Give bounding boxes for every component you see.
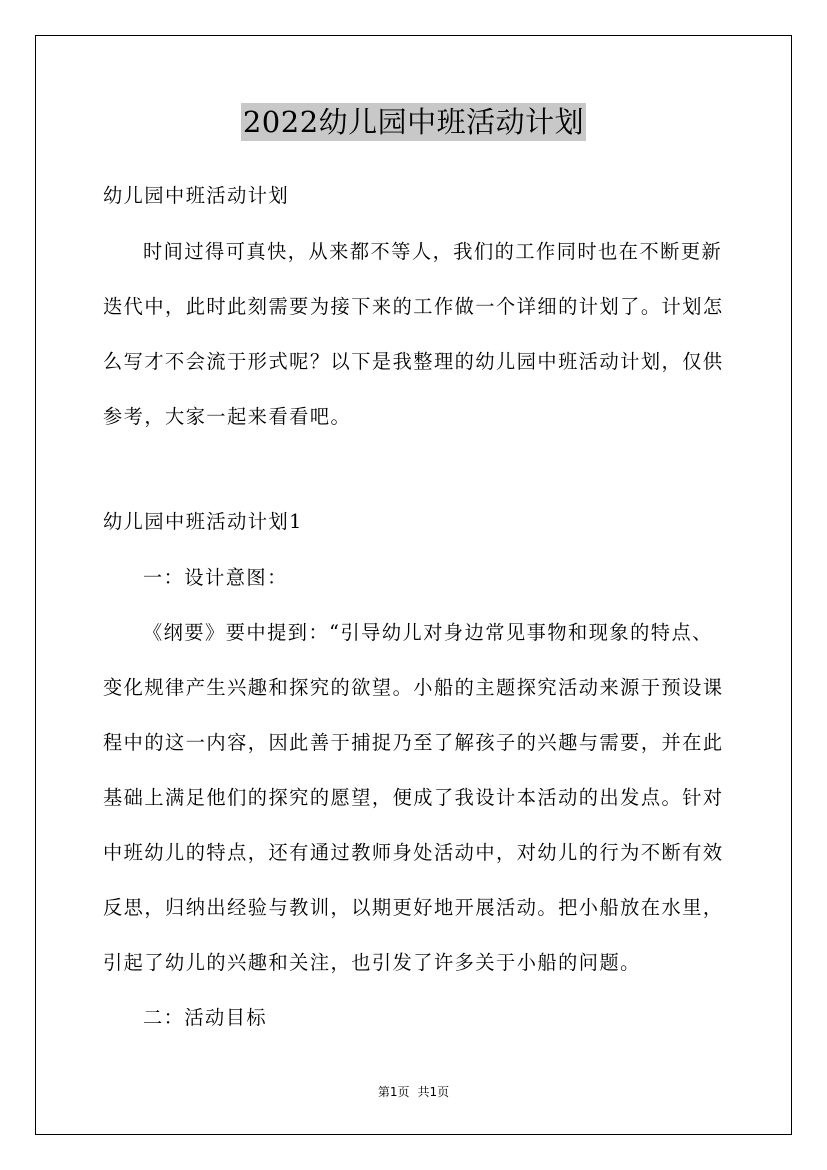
page-number: 第1页 [377,1085,410,1099]
body-line-2: 变化规律产生兴趣和探究的欲望。小船的主题探究活动来源于预设课 [103,676,724,699]
subsection-heading-1: 一：设计意图： [143,566,288,589]
document-title [0,100,827,141]
intro-line-2: 迭代中，此时此刻需要为接下来的工作做一个详细的计划了。计划怎 [103,295,724,318]
body-line-6: 反思，归纳出经验与教训，以期更好地开展活动。把小船放在水里， [103,896,724,919]
body-line-1: 《纲要》要中提到：“引导幼儿对身边常见事物和现象的特点、 [143,621,713,644]
body-line-7: 引起了幼儿的兴趣和关注，也引发了许多关于小船的问题。 [103,951,641,974]
document-title-text: 2022幼儿园中班活动计划 [242,105,585,139]
body-line-4: 基础上满足他们的探究的愿望，便成了我设计本活动的出发点。针对 [103,786,724,809]
page-total: 共1页 [417,1085,450,1099]
section-heading: 幼儿园中班活动计划1 [103,510,303,533]
page-footer [0,1083,827,1100]
heading: 幼儿园中班活动计划 [103,184,290,207]
intro-line-1: 时间过得可真快，从来都不等人，我们的工作同时也在不断更新 [143,240,723,263]
intro-line-4: 参考，大家一起来看看吧。 [103,405,352,428]
body-line-5: 中班幼儿的特点，还有通过教师身处活动中，对幼儿的行为不断有效 [103,841,724,864]
body-line-3: 程中的这一内容，因此善于捕捉乃至了解孩子的兴趣与需要，并在此 [103,731,724,754]
intro-line-3: 么写才不会流于形式呢？以下是我整理的幼儿园中班活动计划，仅供 [103,350,724,373]
subsection-heading-2: 二：活动目标 [143,1006,268,1029]
